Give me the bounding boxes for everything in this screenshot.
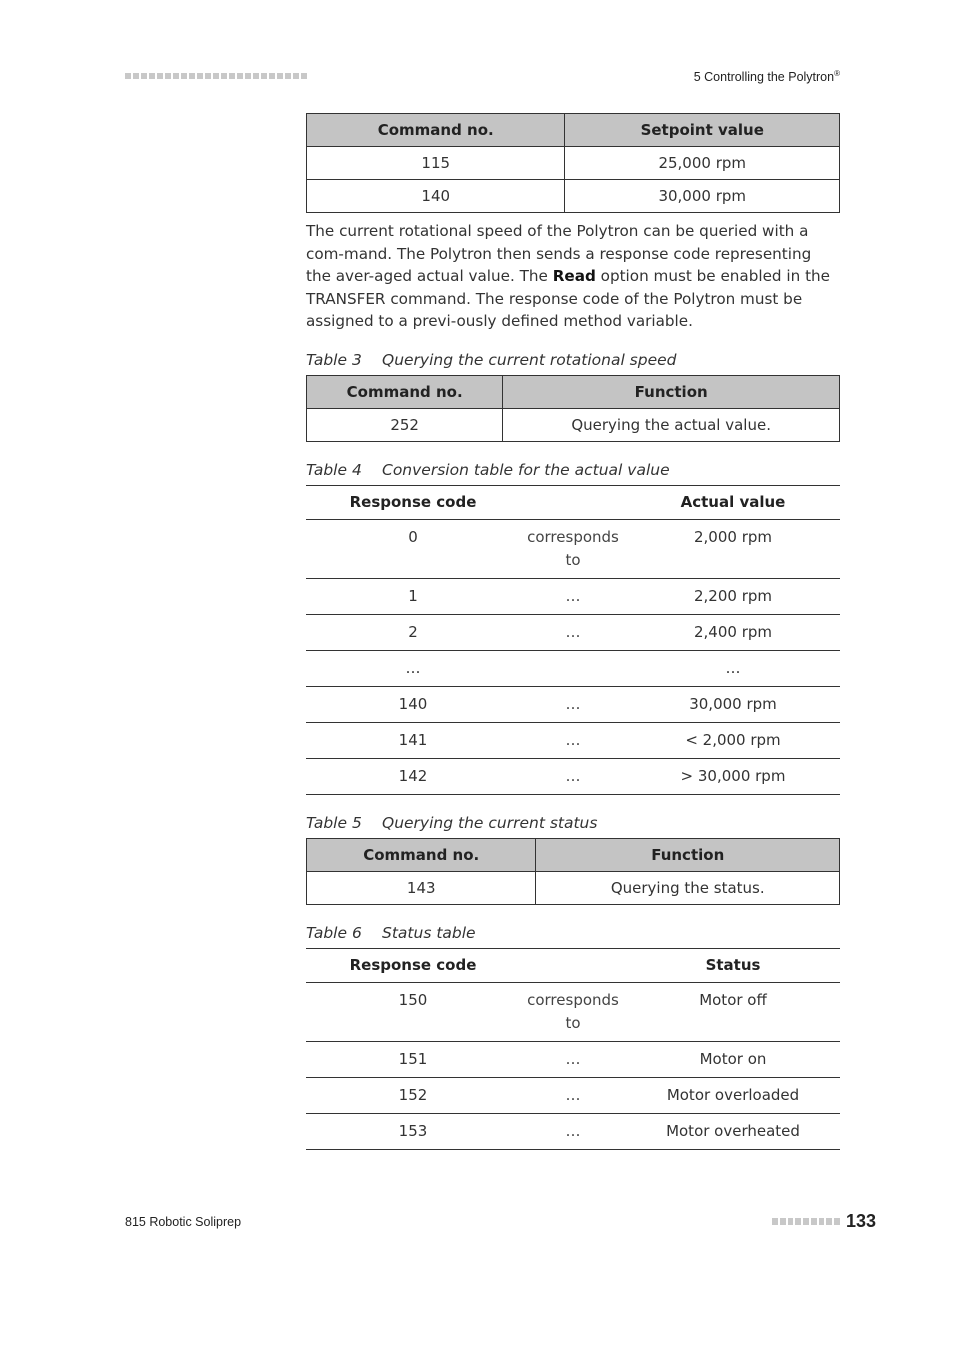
table-row [306,1077,840,1113]
table-row [306,1113,840,1149]
cell: > 30,000 rpm [626,758,840,794]
status-table [306,948,840,1150]
cell: … [306,650,520,686]
conversion-table [306,485,840,795]
cell: 150 [306,982,520,1041]
cell: 1 [306,578,520,614]
cell: Querying the actual value. [503,408,840,441]
table-row [307,180,840,213]
cell: 2,400 rpm [626,614,840,650]
cell: 115 [307,147,565,180]
product-name: 815 Robotic Soliprep [125,1215,242,1229]
cell: … [520,686,626,722]
cell: Motor overloaded [626,1077,840,1113]
query-speed-table [306,375,840,442]
cell: … [626,650,840,686]
cell: 141 [306,722,520,758]
cell: … [520,1077,626,1113]
table-row [306,686,840,722]
cell: 30,000 rpm [565,180,840,213]
cell: … [520,1113,626,1149]
cell: 152 [306,1077,520,1113]
cell: 2 [306,614,520,650]
table-row [306,722,840,758]
table-row [306,758,840,794]
table-row [306,1041,840,1077]
cell: corresponds to [520,519,626,578]
table-caption: Table 3 Querying the current rotational speed [306,350,677,369]
query-status-table [306,838,840,905]
cell: 151 [306,1041,520,1077]
table-caption: Table 5 Querying the current status [306,813,598,832]
cell: 140 [306,686,520,722]
table-row [306,578,840,614]
column-header: Command no. [307,114,565,147]
column-header: Command no. [307,375,503,408]
cell: 25,000 rpm [565,147,840,180]
page-number: 133 [846,1211,877,1231]
column-header: Command no. [307,838,536,871]
table-caption: Table 4 Conversion table for the actual value [306,460,670,479]
column-header: Setpoint value [565,114,840,147]
chapter-title: 5 Controlling the Polytron® [693,69,840,85]
cell [520,650,626,686]
cell: 153 [306,1113,520,1149]
table-row [307,871,840,904]
column-header: Response code [306,485,520,519]
table-row [306,614,840,650]
cell: … [520,722,626,758]
table-caption: Table 6 Status table [306,923,476,942]
cell: Motor on [626,1041,840,1077]
cell: 252 [307,408,503,441]
footer-decoration [772,1218,840,1226]
table-row [306,519,840,578]
column-header: Actual value [626,485,840,519]
column-header: Status [626,948,840,982]
cell: Querying the status. [536,871,840,904]
header-decoration [125,71,307,81]
column-header [520,948,626,982]
cell: < 2,000 rpm [626,722,840,758]
cell: 2,000 rpm [626,519,840,578]
page-content [306,113,840,1150]
cell: … [520,578,626,614]
cell: Motor off [626,982,840,1041]
cell: 2,200 rpm [626,578,840,614]
table-row [307,408,840,441]
cell: … [520,758,626,794]
table-row [306,650,840,686]
table-row [306,982,840,1041]
cell: corresponds to [520,982,626,1041]
cell: Motor overheated [626,1113,840,1149]
body-paragraph: The current rotational speed of the Polytron can be queried with a com-mand. The Polytron then sends a response code representing the aver-aged actual value. The Read option must be enabled in the TRANSFER command. The response code of the Polytron must be assigned to a previ-ously defined method variable. [306,222,830,330]
table-row [307,147,840,180]
cell: 142 [306,758,520,794]
setpoint-table [306,113,840,213]
column-header: Response code [306,948,520,982]
column-header [520,485,626,519]
column-header: Function [536,838,840,871]
cell: 140 [307,180,565,213]
cell: 30,000 rpm [626,686,840,722]
column-header: Function [503,375,840,408]
cell: … [520,614,626,650]
cell: … [520,1041,626,1077]
cell: 143 [307,871,536,904]
cell: 0 [306,519,520,578]
